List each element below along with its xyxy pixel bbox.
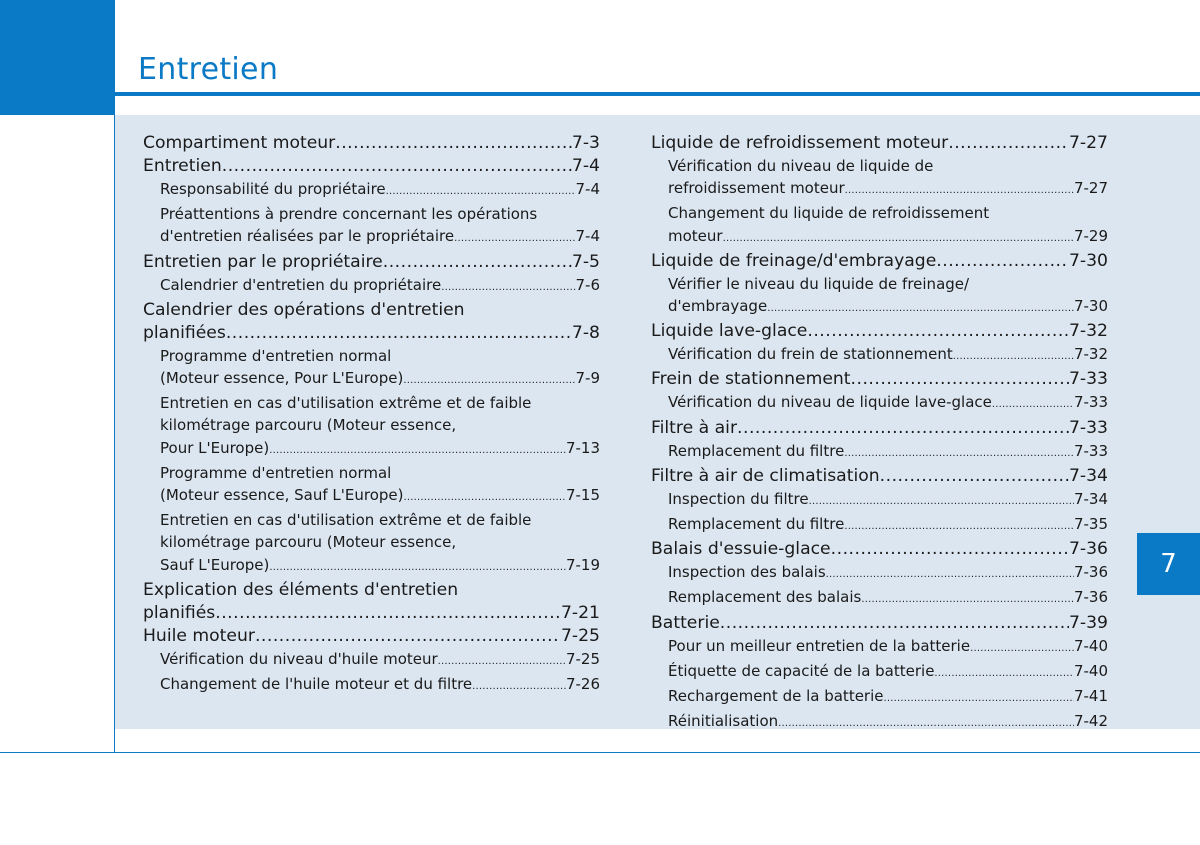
toc-leader-dots: [737, 417, 1069, 440]
toc-entry-label: Huile moteur: [143, 625, 255, 646]
toc-entry-line: Préattentions à prendre concernant les opérations: [160, 205, 538, 224]
toc-leader-dots: [861, 589, 1074, 611]
toc-entry-label: Liquide de refroidissement moteur: [651, 133, 949, 153]
toc-page-number: 7-6: [575, 275, 600, 294]
toc-page-number: 7-30: [1073, 297, 1108, 316]
toc-page-number: 7-25: [565, 649, 600, 668]
toc-entry-label: Inspection des balais: [668, 563, 826, 582]
chapter-tab[interactable]: 7: [1137, 533, 1200, 595]
toc-page-number: 7-42: [1073, 712, 1108, 731]
toc-entry-line: kilométrage parcouru (Moteur essence,: [160, 533, 457, 552]
toc-page-number: 7-40: [1073, 661, 1108, 680]
toc-entry[interactable]: [651, 612, 1108, 635]
toc-entry-label: d'entretien réalisées par le propriétaire: [160, 227, 455, 246]
toc-entry-label: Liquide de freinage/d'embrayage: [651, 250, 937, 271]
toc-entry-label: Filtre à air de climatisation: [651, 465, 880, 486]
toc-subentry[interactable]: [143, 648, 600, 673]
toc-subentry[interactable]: [143, 554, 600, 579]
toc-subentry[interactable]: [651, 440, 1108, 465]
toc-leader-dots: [222, 155, 572, 178]
toc-leader-dots: [778, 713, 1074, 735]
toc-entry[interactable]: [651, 368, 1108, 391]
toc-entry-label: refroidissement moteur: [668, 179, 845, 198]
toc-leader-dots: [403, 487, 565, 509]
toc-entry-label: Réinitialisation: [668, 712, 779, 731]
toc-leader-dots: [936, 250, 1069, 273]
toc-entry-label: Inspection du filtre: [668, 489, 809, 508]
toc-entry-label: Remplacement des balais: [668, 588, 862, 607]
toc-page-number: 7-30: [1068, 250, 1108, 271]
toc-column-left: [143, 132, 600, 698]
toc-leader-dots: [386, 181, 576, 203]
toc-entry[interactable]: [651, 320, 1108, 343]
page-title: Entretien: [138, 52, 279, 87]
toc-leader-dots: [992, 394, 1074, 416]
toc-entry[interactable]: [143, 602, 600, 625]
toc-leader-dots: [723, 228, 1074, 250]
toc-page-number: 7-8: [571, 322, 600, 343]
toc-page-number: 7-4: [575, 180, 600, 198]
toc-page-number: 7-36: [1068, 539, 1108, 560]
toc-leader-dots: [851, 368, 1069, 391]
toc-page-number: 7-33: [1073, 441, 1108, 460]
toc-subentry[interactable]: [651, 343, 1108, 368]
toc-page-number: 7-34: [1073, 489, 1108, 508]
toc-leader-dots: [807, 320, 1069, 343]
left-rule: [114, 115, 115, 752]
toc-entry-line: Programme d'entretien normal: [160, 346, 392, 365]
toc-leader-dots: [970, 638, 1074, 660]
toc-page-number: 7-29: [1073, 226, 1108, 245]
toc-entry-label: Étiquette de capacité de la batterie: [668, 661, 935, 680]
toc-subentry[interactable]: [143, 484, 600, 509]
toc-entry[interactable]: [143, 625, 600, 648]
toc-page-number: 7-39: [1068, 612, 1108, 633]
toc-page-number: 7-25: [560, 625, 600, 646]
toc-page-number: 7-36: [1073, 588, 1108, 607]
toc-subentry[interactable]: [143, 437, 600, 462]
toc-page-number: 7-36: [1073, 563, 1108, 582]
toc-entry-label: Filtre à air: [651, 417, 738, 438]
toc-entry[interactable]: [651, 465, 1108, 488]
toc-leader-dots: [831, 538, 1069, 561]
corner-block: [0, 0, 115, 115]
toc-leader-dots: [884, 688, 1074, 710]
toc-leader-dots: [844, 516, 1074, 538]
toc-subentry[interactable]: [143, 178, 600, 203]
toc-entry-line: Vérifier le niveau du liquide de freinage/: [668, 274, 970, 293]
toc-leader-dots: [844, 443, 1074, 465]
toc-leader-dots: [809, 491, 1074, 513]
toc-subentry[interactable]: [651, 177, 1108, 202]
toc-page-number: 7-34: [1068, 465, 1108, 486]
toc-page-number: 7-27: [1068, 133, 1108, 153]
toc-page-number: 7-41: [1073, 687, 1108, 706]
toc-leader-dots: [438, 651, 566, 673]
toc-entry-line: Vérification du niveau de liquide de: [668, 157, 934, 175]
toc-entry[interactable]: [651, 538, 1108, 561]
toc-entry[interactable]: [651, 250, 1108, 273]
toc-leader-dots: [269, 557, 566, 579]
toc-entry-line: Entretien en cas d'utilisation extrême et de faible: [160, 394, 532, 413]
toc-entry-line: kilométrage parcouru (Moteur essence,: [160, 416, 457, 435]
toc-entry[interactable]: [651, 417, 1108, 440]
toc-entry-line: Changement du liquide de refroidissement: [668, 204, 990, 223]
toc-entry[interactable]: [651, 132, 1108, 155]
toc-page-number: 7-3: [571, 133, 600, 153]
toc-entry-line: Explication des éléments d'entretien: [143, 579, 459, 600]
toc-page-number: 7-9: [575, 369, 600, 388]
toc-entry-label: Liquide lave-glace: [651, 321, 808, 342]
toc-entry[interactable]: [143, 132, 600, 155]
toc-entry-line: Entretien en cas d'utilisation extrême et de faible: [160, 511, 532, 530]
toc-leader-dots: [720, 612, 1069, 635]
toc-leader-dots: [934, 663, 1074, 685]
toc-page-number: 7-32: [1073, 345, 1108, 364]
toc-page-number: 7-35: [1073, 515, 1108, 534]
toc-subentry[interactable]: [651, 561, 1108, 586]
toc-entry-label: Pour L'Europe): [160, 438, 270, 457]
toc-entry-label: Remplacement du filtre: [668, 441, 845, 460]
toc-entry-label: moteur: [668, 226, 723, 245]
toc-entry-label: Changement de l'huile moteur et du filtre: [160, 675, 473, 694]
toc-leader-dots: [403, 370, 575, 392]
toc-entry-label: Vérification du frein de stationnement: [668, 345, 953, 364]
toc-page-number: 7-15: [565, 486, 600, 505]
toc-subentry[interactable]: [143, 225, 600, 250]
toc-entry-label: (Moteur essence, Sauf L'Europe): [160, 486, 404, 505]
toc-entry-label: Rechargement de la batterie: [668, 687, 884, 706]
toc-entry-line: Programme d'entretien normal: [160, 463, 392, 482]
toc-subentry[interactable]: [651, 685, 1108, 710]
toc-leader-dots: [215, 602, 561, 625]
toc-entry-label: Entretien par le propriétaire: [143, 251, 383, 272]
toc-subentry[interactable]: [651, 710, 1108, 735]
toc-leader-dots: [441, 277, 575, 299]
toc-entry-label: Vérification du niveau de liquide lave-glace: [668, 393, 992, 412]
title-rule: [115, 92, 1200, 96]
toc-subentry[interactable]: [651, 488, 1108, 513]
toc-page-number: 7-5: [571, 251, 600, 272]
toc-page-number: 7-33: [1068, 417, 1108, 438]
toc-entry[interactable]: [143, 322, 600, 345]
toc-entry-label: Pour un meilleur entretien de la batterie: [668, 636, 971, 655]
toc-page-number: 7-4: [571, 156, 600, 176]
toc-entry-line: Calendrier des opérations d'entretien: [143, 299, 465, 320]
toc-leader-dots: [472, 676, 566, 698]
toc-leader-dots: [826, 564, 1074, 586]
toc-subentry[interactable]: [143, 367, 600, 392]
toc-column-right: [651, 132, 1108, 735]
toc-page-number: 7-19: [565, 555, 600, 574]
toc-entry-label: planifiés: [143, 602, 216, 623]
toc-page-number: 7-13: [565, 438, 600, 457]
toc-subentry[interactable]: [143, 274, 600, 299]
toc-subentry[interactable]: [651, 295, 1108, 320]
toc-page-number: 7-4: [575, 227, 600, 246]
toc-leader-dots: [953, 346, 1074, 368]
toc-leader-dots: [845, 180, 1074, 202]
toc-entry-label: Entretien: [143, 156, 222, 176]
toc-entry[interactable]: [143, 155, 600, 178]
toc-page-number: 7-21: [560, 602, 600, 623]
toc-leader-dots: [226, 322, 572, 345]
toc-page-number: 7-33: [1073, 393, 1108, 412]
toc-leader-dots: [269, 440, 566, 462]
toc-subentry[interactable]: [651, 586, 1108, 611]
toc-page-number: 7-32: [1068, 321, 1108, 342]
toc-entry-label: planifiées: [143, 322, 226, 343]
toc-entry-label: Calendrier d'entretien du propriétaire: [160, 275, 442, 294]
toc-leader-dots: [767, 298, 1074, 320]
toc-entry-label: (Moteur essence, Pour L'Europe): [160, 369, 404, 388]
toc-leader-dots: [255, 625, 561, 648]
toc-page-number: 7-40: [1073, 636, 1108, 655]
toc-entry[interactable]: [143, 251, 600, 274]
toc-page-number: 7-33: [1068, 369, 1108, 390]
toc-entry-label: Responsabilité du propriétaire: [160, 180, 386, 198]
toc-page-number: 7-26: [565, 675, 600, 694]
toc-leader-dots: [454, 228, 575, 250]
toc-entry-label: Sauf L'Europe): [160, 555, 270, 574]
toc-page-number: 7-27: [1073, 179, 1108, 198]
toc-subentry[interactable]: [651, 225, 1108, 250]
toc-subentry[interactable]: [651, 513, 1108, 538]
toc-entry-label: Compartiment moteur: [143, 133, 336, 153]
toc-subentry[interactable]: [651, 660, 1108, 685]
toc-subentry[interactable]: [651, 635, 1108, 660]
toc-subentry[interactable]: [143, 673, 600, 698]
toc-entry-label: Remplacement du filtre: [668, 515, 845, 534]
bottom-rule: [0, 752, 1200, 753]
toc-leader-dots: [335, 132, 572, 155]
toc-entry-label: Batterie: [651, 612, 720, 633]
toc-entry-label: Frein de stationnement: [651, 369, 851, 390]
toc-subentry[interactable]: [651, 391, 1108, 416]
toc-entry-label: Vérification du niveau d'huile moteur: [160, 649, 438, 668]
toc-leader-dots: [383, 251, 572, 274]
toc-entry-label: Balais d'essuie-glace: [651, 539, 831, 560]
toc-entry-label: d'embrayage: [668, 297, 768, 316]
toc-leader-dots: [880, 465, 1069, 488]
toc-leader-dots: [948, 132, 1069, 155]
